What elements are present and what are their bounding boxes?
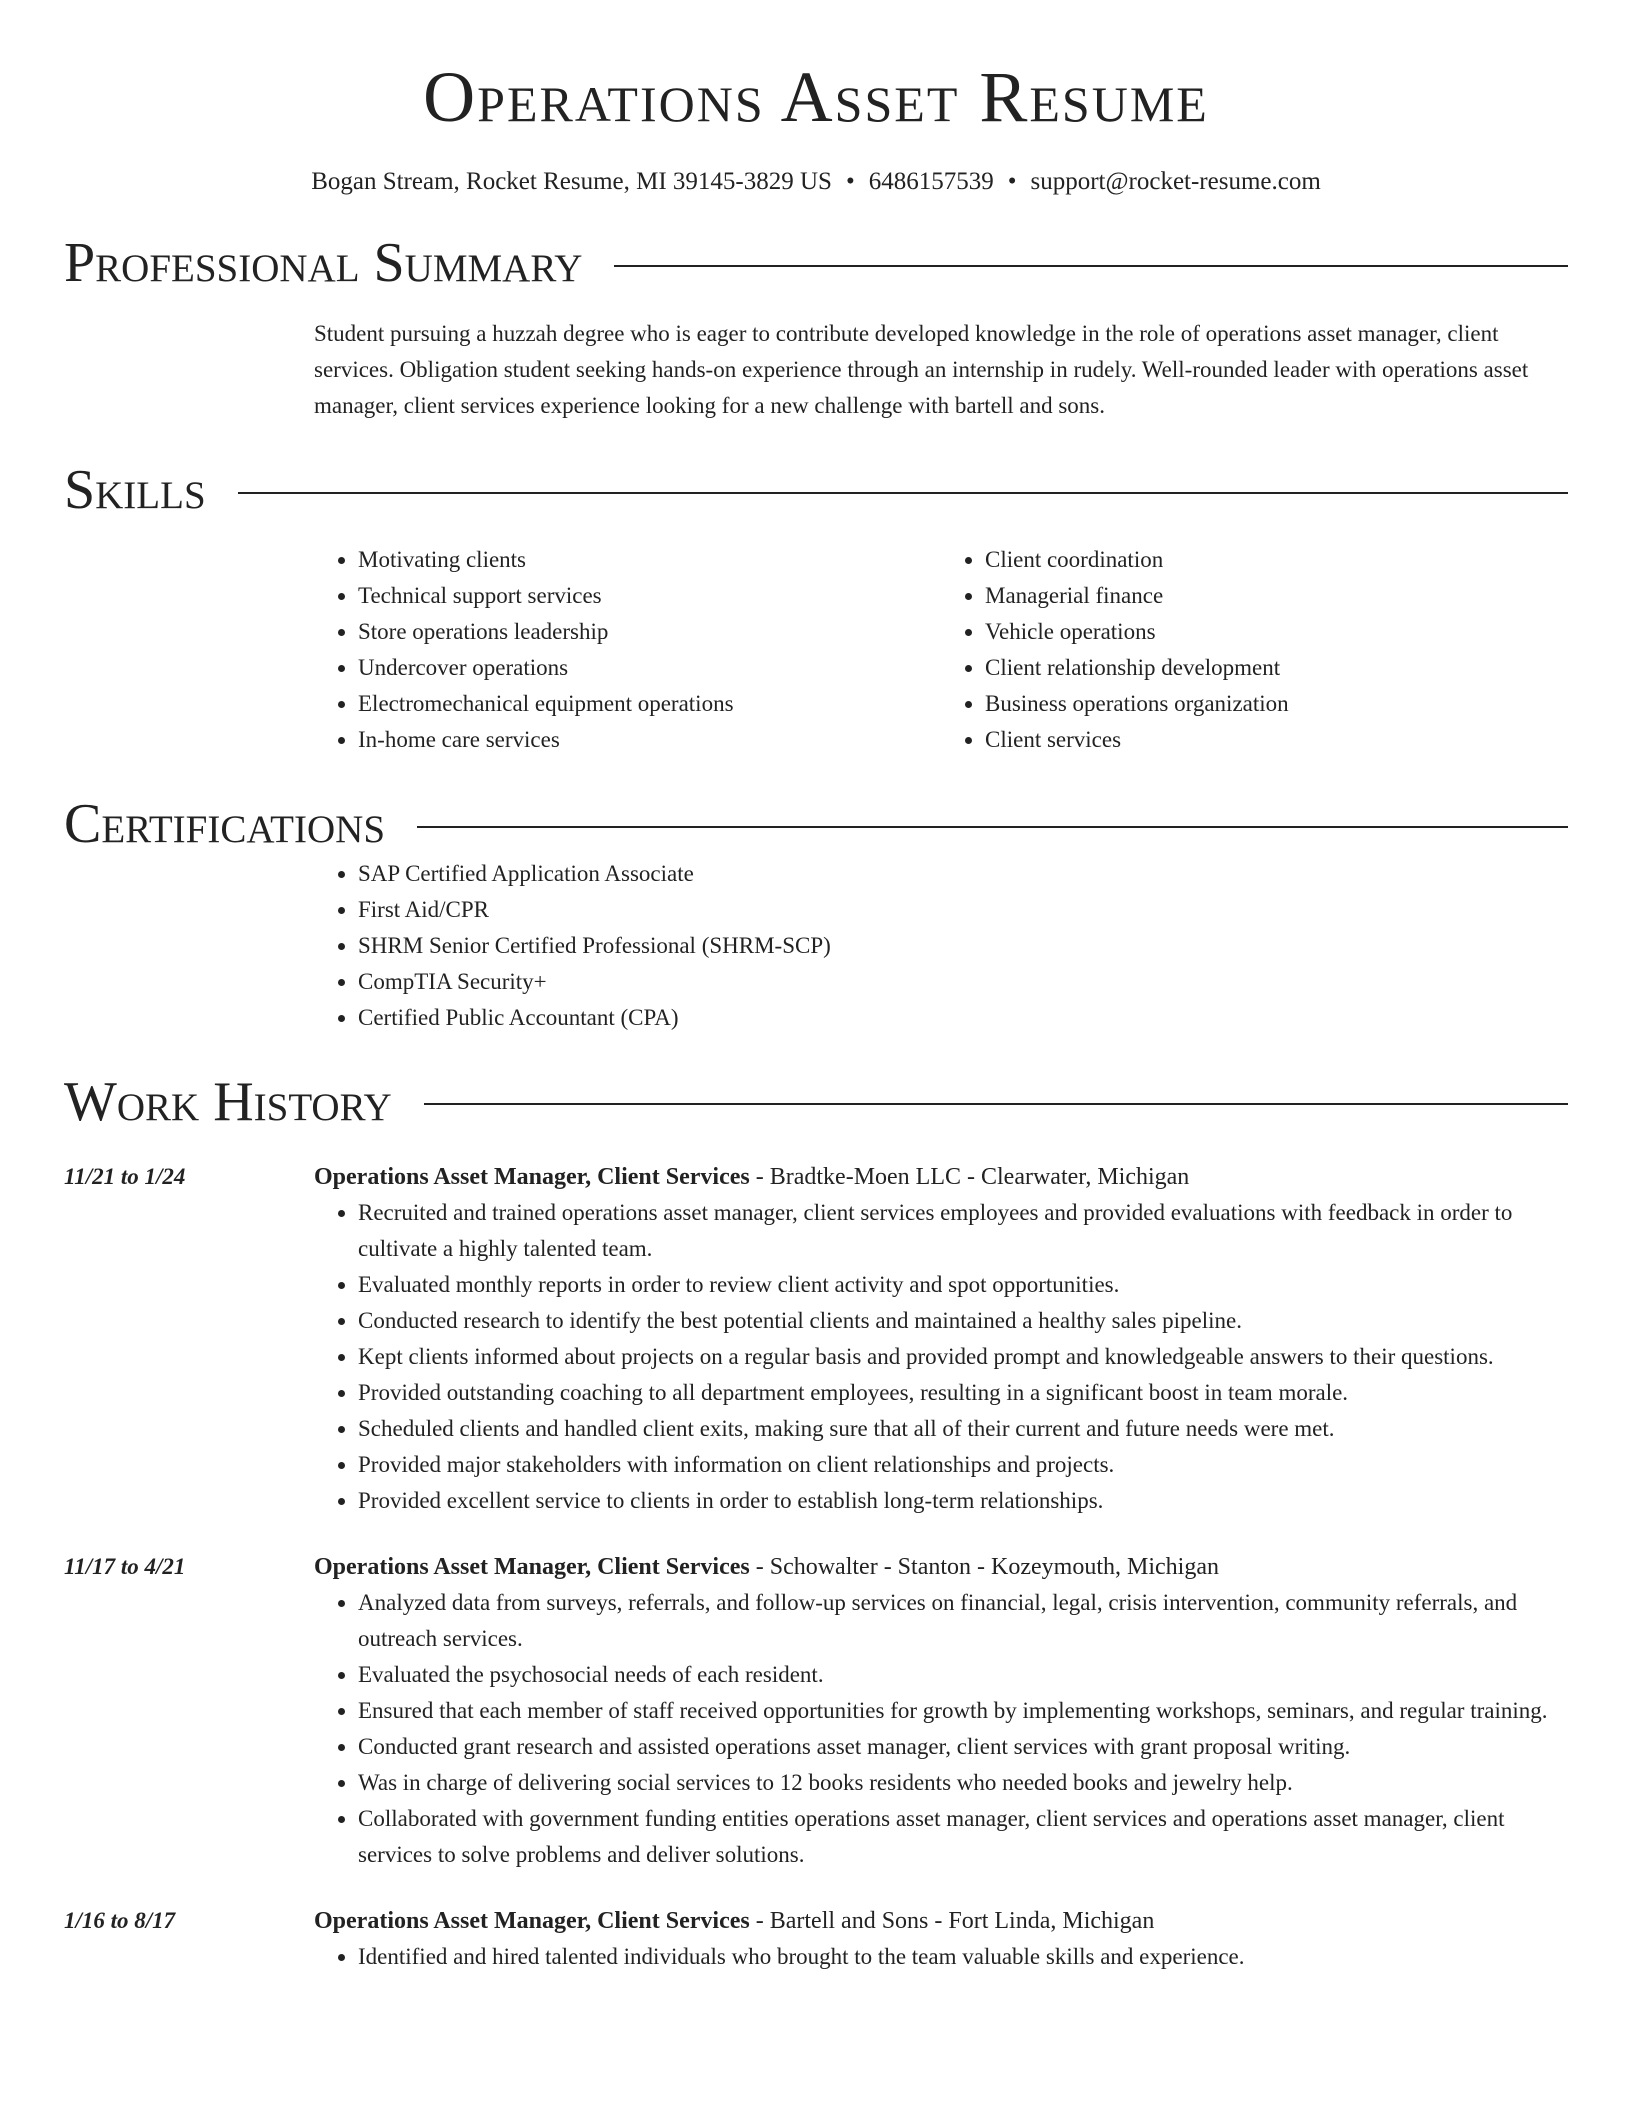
certification-item: • SHRM Senior Certified Professional (SHRM-SCP) [358,928,1568,964]
skill-item: • Electromechanical equipment operations [358,686,941,722]
contact-phone: 6486157539 [868,167,994,195]
work-history-section [64,1159,1568,1975]
job-header [314,1159,1568,1195]
skill-item: • Client relationship development [985,650,1568,686]
skills-header [64,460,1568,522]
certification-item: • CompTIA Security+ [358,964,1568,1000]
job-entry [64,1549,1568,1873]
certifications-section [314,856,1568,1036]
section-divider [424,1103,1568,1105]
job-details [314,1159,1568,1519]
summary-section [314,316,1568,424]
job-duty-item: • Evaluated monthly reports in order to review client activity and spot opportunities. [358,1267,1568,1303]
job-duties-list [314,1939,1568,1975]
skill-item: • Client coordination [985,542,1568,578]
contact-line [64,167,1568,197]
skills-list-left [314,542,941,758]
job-entry [64,1159,1568,1519]
job-duty-item: • Conducted grant research and assisted operations asset manager, client services with grant proposal writing. [358,1729,1568,1765]
contact-address: Bogan Stream, Rocket Resume, MI 39145-3829 US [311,167,832,195]
job-title: Operations Asset Manager, Client Services [314,1164,750,1191]
job-title: Operations Asset Manager, Client Services [314,1908,750,1935]
job-duty-item: • Was in charge of delivering social services to 12 books residents who needed books and jewelry help. [358,1765,1568,1801]
skill-item: • Technical support services [358,578,941,614]
certification-item: • SAP Certified Application Associate [358,856,1568,892]
certifications-header [64,794,1568,856]
job-duties-list [314,1585,1568,1873]
job-duty-item: • Scheduled clients and handled client exits, making sure that all of their current and future needs were met. [358,1411,1568,1447]
summary-text: Student pursuing a huzzah degree who is eager to contribute developed knowledge in the role of operations asset manager, client services. Obligation student seeking hands-on experience through an internship in rudely. Well-rounded leader with operations asset manager, client services experience looking for a new challenge with bartell and sons. [314,321,1529,419]
summary-heading: Professional Summary [64,231,583,294]
contact-separator: • [1007,167,1017,195]
job-header [314,1903,1568,1939]
contact-email[interactable]: support@rocket-resume.com [1030,167,1321,195]
section-divider [614,265,1568,267]
skill-item: • Vehicle operations [985,614,1568,650]
job-dates: 1/16 to 8/17 [64,1908,176,1934]
skills-list-right [941,542,1568,758]
job-duty-item: • Kept clients informed about projects on a regular basis and provided prompt and knowledgeable answers to their questions. [358,1339,1568,1375]
job-duty-item: • Provided major stakeholders with information on client relationships and projects. [358,1447,1568,1483]
job-duty-item: • Identified and hired talented individuals who brought to the team valuable skills and experience. [358,1939,1568,1975]
certifications-heading: Certifications [64,792,386,855]
job-duty-item: • Recruited and trained operations asset manager, client services employees and provided evaluations with feedback in order to cultivate a highly talented team. [358,1195,1568,1267]
job-employer: - Schowalter - Stanton - Kozeymouth, Michigan [755,1554,1219,1581]
job-duty-item: • Ensured that each member of staff received opportunities for growth by implementing workshops, seminars, and regular training. [358,1693,1568,1729]
certification-item: • First Aid/CPR [358,892,1568,928]
job-dates: 11/17 to 4/21 [64,1554,186,1580]
skill-item: • In-home care services [358,722,941,758]
job-duty-item: • Evaluated the psychosocial needs of each resident. [358,1657,1568,1693]
job-duty-item: • Conducted research to identify the best potential clients and maintained a healthy sales pipeline. [358,1303,1568,1339]
job-details [314,1903,1568,1975]
job-details [314,1549,1568,1873]
certifications-list [314,856,1568,1036]
skill-item: • Managerial finance [985,578,1568,614]
job-duty-item: • Collaborated with government funding entities operations asset manager, client services and operations asset manager, client services to solve problems and deliver solutions. [358,1801,1568,1873]
skill-item: • Motivating clients [358,542,941,578]
skill-item: • Client services [985,722,1568,758]
skill-item: • Undercover operations [358,650,941,686]
job-dates: 11/21 to 1/24 [64,1164,186,1190]
job-duty-item: • Provided excellent service to clients in order to establish long-term relationships. [358,1483,1568,1519]
job-employer: - Bradtke-Moen LLC - Clearwater, Michigan [755,1164,1190,1191]
job-duty-item: • Analyzed data from surveys, referrals, and follow-up services on financial, legal, crisis intervention, community referrals, and outreach services. [358,1585,1568,1657]
job-employer: - Bartell and Sons - Fort Linda, Michigan [755,1908,1155,1935]
job-title: Operations Asset Manager, Client Services [314,1554,750,1581]
job-header [314,1549,1568,1585]
skills-section [314,542,1568,758]
skill-item: • Store operations leadership [358,614,941,650]
work-header [64,1072,1568,1134]
resume-title: Operations Asset Resume [423,57,1209,137]
contact-separator: • [845,167,855,195]
skill-item: • Business operations organization [985,686,1568,722]
certification-item: • Certified Public Accountant (CPA) [358,1000,1568,1036]
job-entry [64,1903,1568,1975]
skills-heading: Skills [64,459,206,522]
job-duty-item: • Provided outstanding coaching to all department employees, resulting in a significant boost in team morale. [358,1375,1568,1411]
section-divider [238,492,1568,494]
job-duties-list [314,1195,1568,1519]
work-heading: Work History [64,1070,392,1133]
summary-header [64,233,1568,295]
section-divider [417,826,1568,828]
